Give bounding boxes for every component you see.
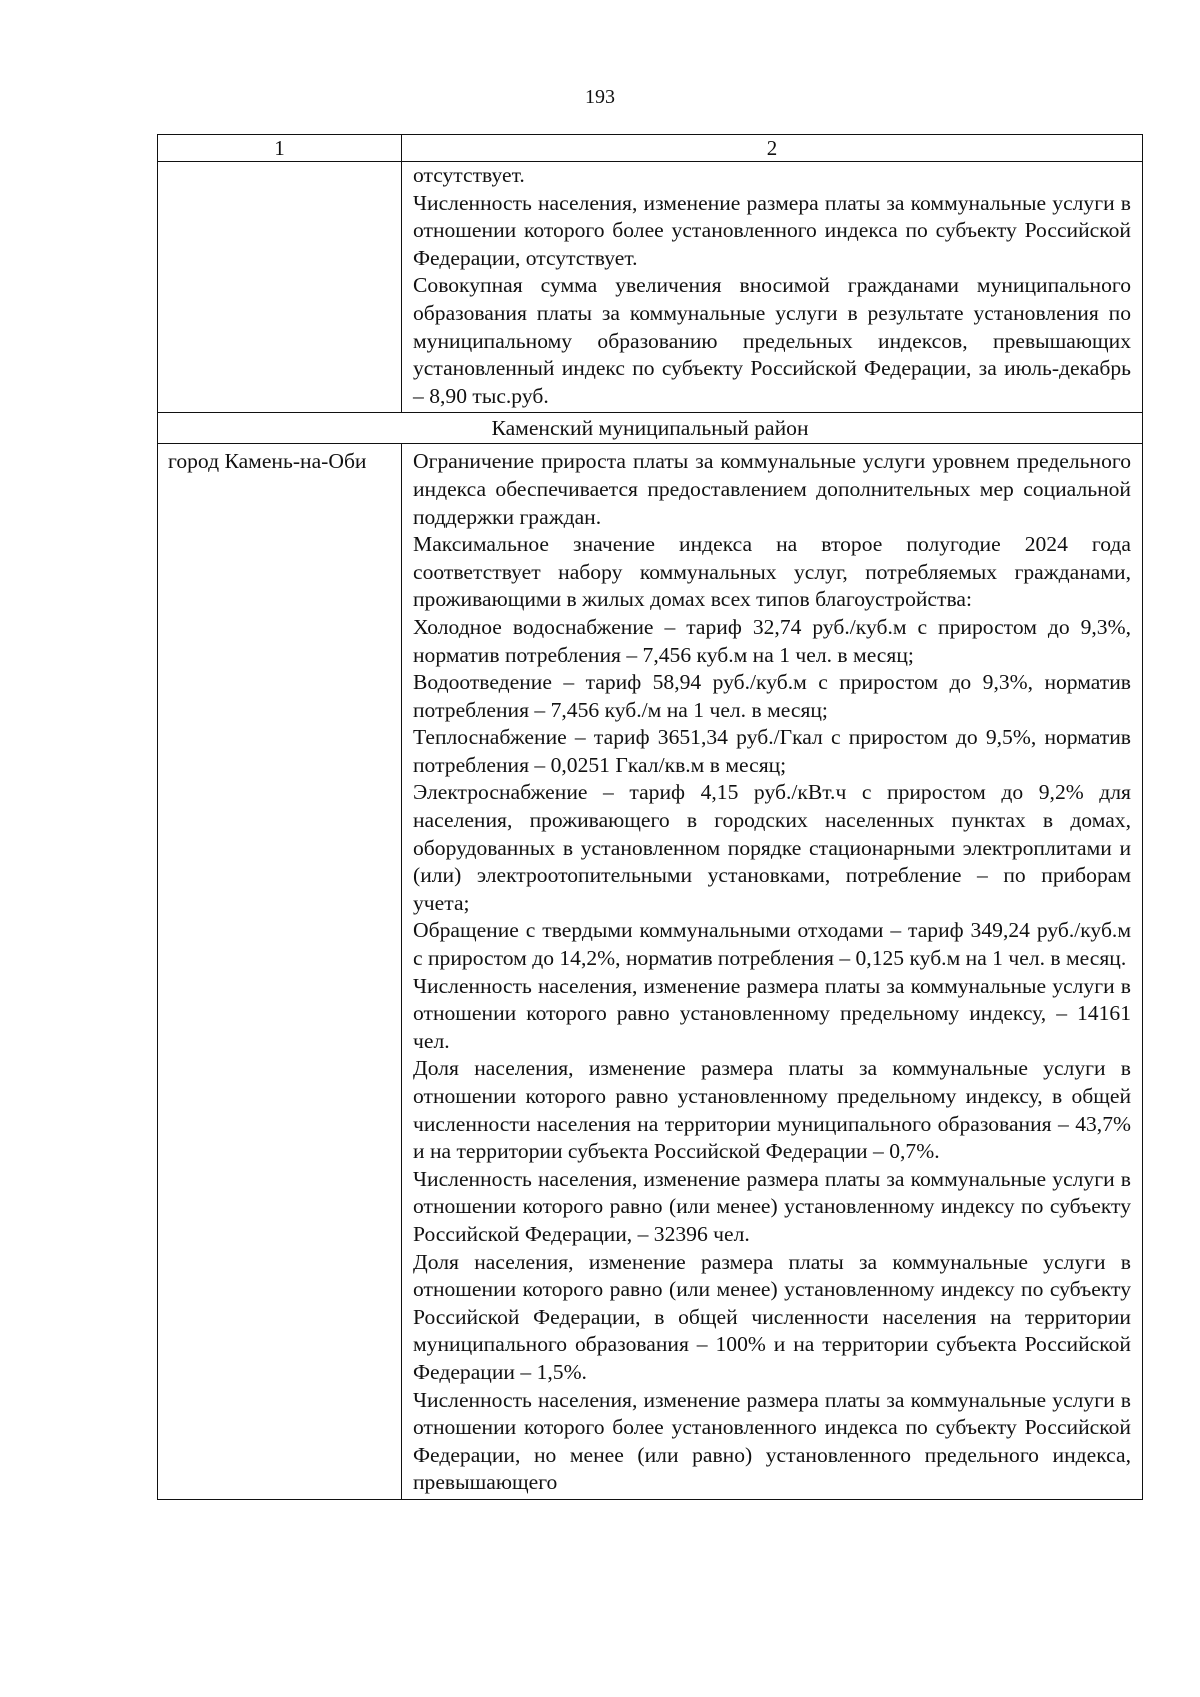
section-title: Каменский муниципальный район (158, 413, 1143, 444)
paragraph: Теплоснабжение – тариф 3651,34 руб./Гкал с приростом до 9,5%, норматив потребления – 0,0251 Гкал/кв.м в месяц; (413, 725, 1131, 777)
paragraph: Ограничение прироста платы за коммунальные услуги уровнем предельного индекса обеспечивается предоставлением дополнительных мер социальной поддержки граждан. (413, 449, 1131, 529)
cell-col2-continued (402, 162, 1143, 413)
paragraph: Холодное водоснабжение – тариф 32,74 руб./куб.м с приростом до 9,3%, норматив потребления – 7,456 куб.м на 1 чел. в месяц; (413, 614, 1131, 667)
paragraph: Доля населения, изменение размера платы за коммунальные услуги в отношении которого равно (или менее) установленному индексу по субъекту Российской Федерации, в общей численности населения на территории муниципального образования – 100% и на территории субъекта Российской Федерации – 1,5%. (413, 1249, 1131, 1384)
paragraph: Максимальное значение индекса на второе полугодие 2024 года соответствует набору коммунальных услуг, потребляемых гражданами, проживающими в жилых домах всех типов благоустройства: (413, 532, 1131, 612)
page-number: 193 (585, 86, 615, 108)
table-header-row (158, 135, 1143, 162)
paragraph: Совокупная сумма увеличения вносимой гражданами муниципального образования платы за коммунальные услуги в результате установления по муниципальному образованию предельных индексов, превышающих установленный индекс по субъекту Российской Федерации, за июль-декабрь – 8,90 тыс.руб. (413, 273, 1131, 408)
paragraph: Численность населения, изменение размера платы за коммунальные услуги в отношении которого равно установленному предельному индексу, – 14161 чел. (413, 973, 1131, 1053)
cell-col1-municipality (158, 444, 402, 1500)
paragraph: Доля населения, изменение размера платы за коммунальные услуги в отношении которого равно установленному предельному индексу, в общей численности населения на территории муниципального образования – 43,7% и на территории субъекта Российской Федерации – 0,7%. (413, 1056, 1131, 1164)
header-col-2: 2 (402, 135, 1143, 162)
header-col-1: 1 (158, 135, 402, 162)
table-row-continued (158, 162, 1143, 413)
section-row (158, 413, 1143, 444)
paragraph: Численность населения, изменение размера платы за коммунальные услуги в отношении которого равно (или менее) установленному индексу по субъекту Российской Федерации, – 32396 чел. (413, 1166, 1131, 1246)
paragraph: Электроснабжение – тариф 4,15 руб./кВт.ч с приростом до 9,2% для населения, проживающего в городских населенных пунктах в домах, оборудованных в установленном порядке стационарными электроплитами и (или) электроотопительными установками, потребление – по приборам учета; (413, 780, 1131, 915)
document-table (157, 134, 1143, 1500)
cell-col1-continued (158, 162, 402, 413)
paragraph: Численность населения, изменение размера платы за коммунальные услуги в отношении которого более установленного индекса по субъекту Российской Федерации, отсутствует. (413, 190, 1131, 270)
paragraph: Численность населения, изменение размера платы за коммунальные услуги в отношении которого более установленного индекса по субъекту Российской Федерации, но менее (или равно) установленного предельного индекса, превышающего (413, 1387, 1131, 1495)
paragraph: отсутствует. (413, 163, 525, 187)
cell-col2-main (402, 444, 1143, 1500)
table-row-main (158, 444, 1143, 1500)
paragraph: Обращение с твердыми коммунальными отходами – тариф 349,24 руб./куб.м с приростом до 14,2%, норматив потребления – 0,125 куб.м на 1 чел. в месяц. (413, 918, 1131, 971)
municipality-name: город Камень-на-Оби (168, 449, 367, 474)
paragraph: Водоотведение – тариф 58,94 руб./куб.м с приростом до 9,3%, норматив потребления – 7,456 куб./м на 1 чел. в месяц; (413, 670, 1131, 722)
